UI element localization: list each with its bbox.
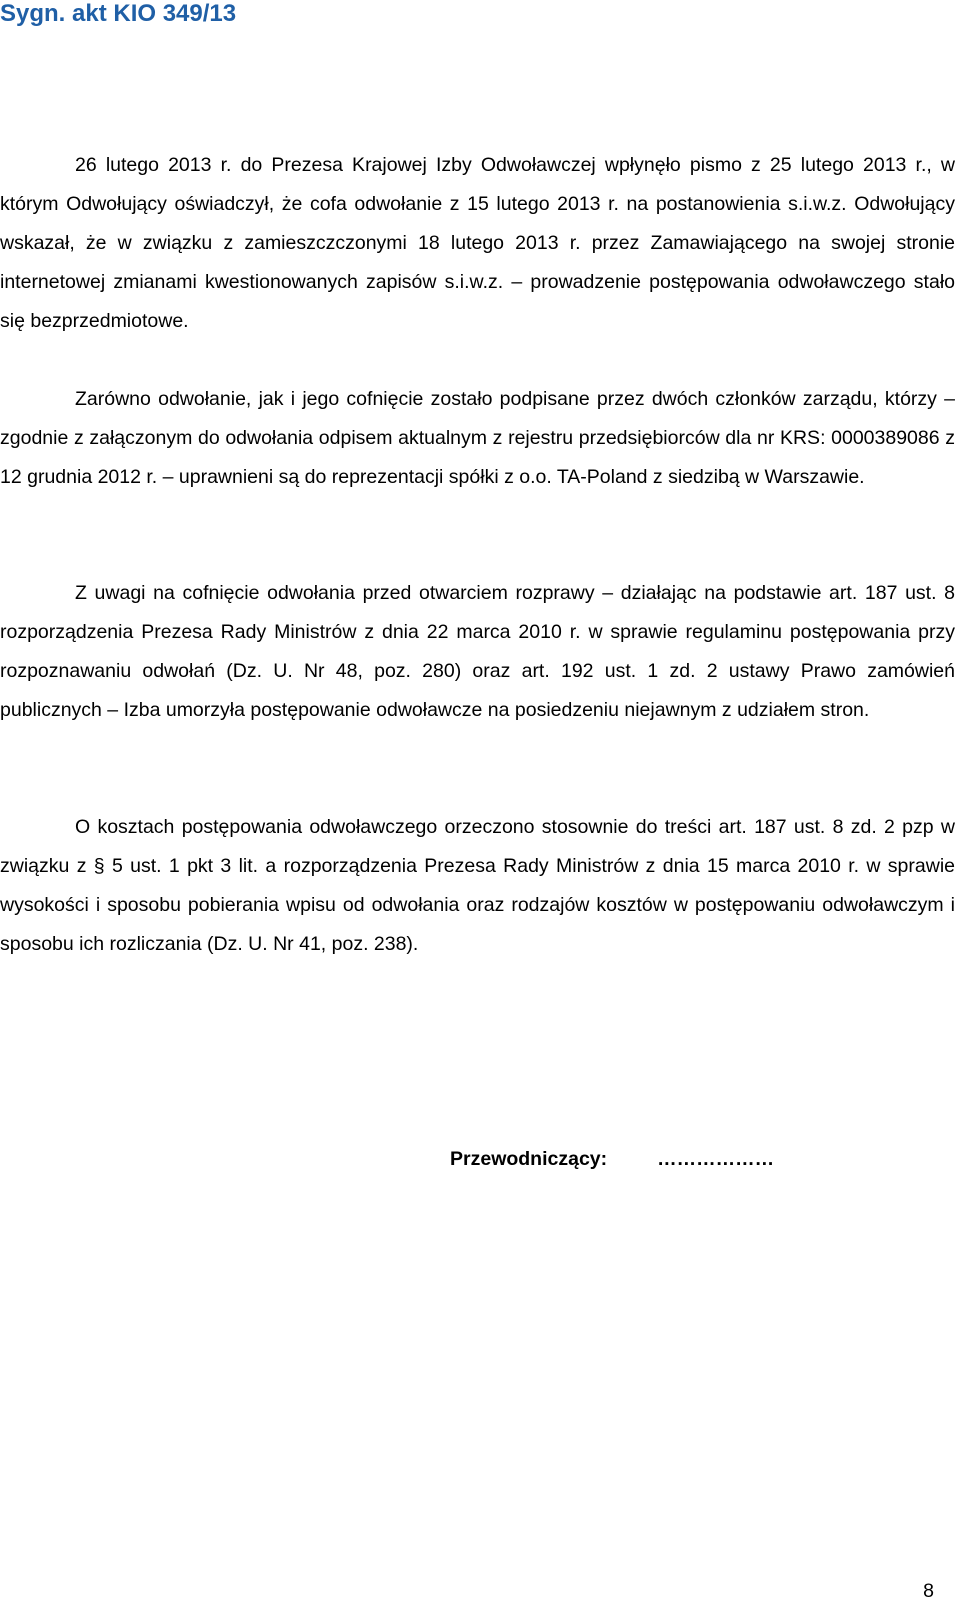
case-number-header: Sygn. akt KIO 349/13	[0, 0, 237, 27]
signature-block	[450, 1148, 774, 1171]
paragraph-signatories: Zarówno odwołanie, jak i jego cofnięcie zostało podpisane przez dwóch członków zarządu, którzy – zgodnie z załączonym do odwołania odpisem aktualnym z rejestru przedsiębiorców dla nr KRS: 0000389086 z 12 grudnia 2012 r. – uprawnieni są do reprezentacji spółki z o.o. TA-Poland z siedzibą w Warszawie.	[0, 388, 955, 488]
paragraph-costs: O kosztach postępowania odwoławczego orzeczono stosownie do treści art. 187 ust. 8 zd. 2 pzp w związku z § 5 ust. 1 pkt 3 lit. a rozporządzenia Prezesa Rady Ministrów z dnia 15 marca 2010 r. w sprawie wysokości i sposobu pobierania wpisu od odwołania oraz rodzajów kosztów w postępowaniu odwoławczym i sposobu ich rozliczania (Dz. U. Nr 41, poz. 238).	[0, 816, 955, 955]
page-number: 8	[923, 1580, 934, 1602]
paragraph-discontinuance: Z uwagi na cofnięcie odwołania przed otwarciem rozprawy – działając na podstawie art. 187 ust. 8 rozporządzenia Prezesa Rady Ministrów z dnia 22 marca 2010 r. w sprawie regulaminu postępowania przy rozpoznawaniu odwołań (Dz. U. Nr 48, poz. 280) oraz art. 192 ust. 1 zd. 2 ustawy Prawo zamówień publicznych – Izba umorzyła postępowanie odwoławcze na posiedzeniu niejawnym z udziałem stron.	[0, 582, 955, 721]
chairman-label: Przewodniczący:	[450, 1148, 608, 1170]
signature-dots: ………………	[657, 1148, 775, 1170]
paragraph-withdrawal-letter: 26 lutego 2013 r. do Prezesa Krajowej Izby Odwoławczej wpłynęło pismo z 25 lutego 2013 r., w którym Odwołujący oświadczył, że cofa odwołanie z 15 lutego 2013 r. na postanowienia s.i.w.z. Odwołujący wskazał, że w związku z zamieszczczonymi 18 lutego 2013 r. przez Zamawiającego na swojej stronie internetowej zmianami kwestionowanych zapisów s.i.w.z. – prowadzenie postępowania odwoławczego stało się bezprzedmiotowe.	[0, 154, 955, 332]
